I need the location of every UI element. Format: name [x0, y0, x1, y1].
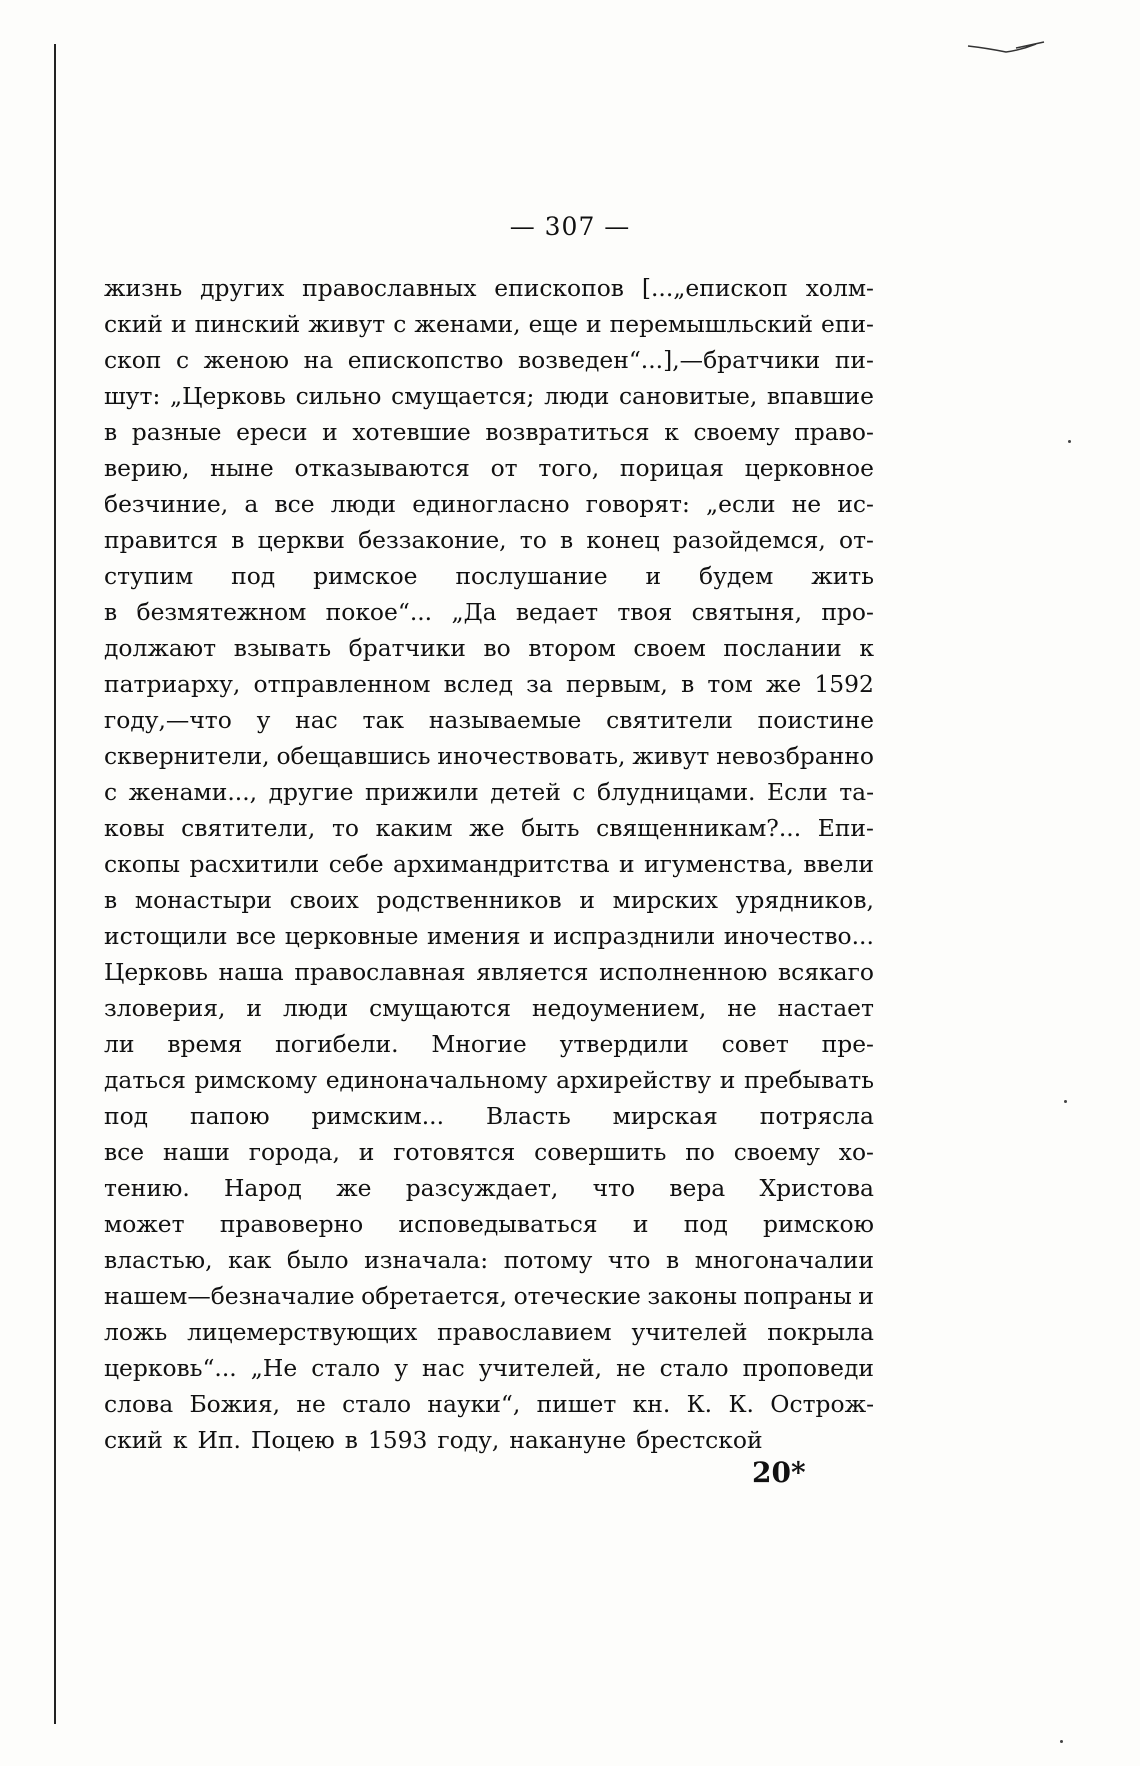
corner-scribble-mark [966, 38, 1046, 58]
text-line: ли время погибели. Многие утвердили совет пре- [104, 1030, 874, 1058]
text-line: Церковь наша православная является исполненною всякаго [104, 958, 874, 986]
text-line: ступим под римское послушание и будем жить [104, 562, 874, 590]
text-line: скоп с женою на епископство возведен“...],—братчики пи- [104, 346, 874, 374]
text-line: зловерия, и люди смущаются недоумением, не настает [104, 994, 874, 1022]
text-line: властью, как было изначала: потому что в многоначалии [104, 1246, 874, 1274]
margin-tick [1060, 1740, 1063, 1743]
signature-mark: 20* [752, 1456, 806, 1489]
body-text [104, 270, 874, 1458]
text-line: в безмятежном покое“... „Да ведает твоя святыня, про- [104, 598, 874, 626]
text-line: слова Божия, не стало науки“, пишет кн. К. К. Острож- [104, 1390, 874, 1418]
text-line: ский и пинский живут с женами, еще и перемышльский епи- [104, 310, 874, 338]
margin-tick [1068, 440, 1071, 443]
page-edge-rule [54, 44, 56, 1724]
text-line: с женами..., другие прижили детей с блудницами. Если та- [104, 778, 874, 806]
text-line: году,—что у нас так называемые святители поистине [104, 706, 874, 734]
text-line: скопы расхитили себе архимандритства и игуменства, ввели [104, 850, 874, 878]
text-line: даться римскому единоначальному архирейству и пребывать [104, 1066, 874, 1094]
text-line: церковь“... „Не стало у нас учителей, не стало проповеди [104, 1354, 874, 1382]
text-line: верию, ныне отказываются от того, порицая церковное [104, 454, 874, 482]
text-line: правится в церкви беззаконие, то в конец разойдемся, от- [104, 526, 874, 554]
margin-tick [1064, 1100, 1067, 1103]
page-number: — 307 — [509, 212, 631, 241]
text-line: патриарху, отправленном вслед за первым, в том же 1592 [104, 670, 874, 698]
text-line: под папою римским... Власть мирская потрясла [104, 1102, 874, 1130]
text-line: нашем—безначалие обретается, отеческие законы попраны и [104, 1282, 874, 1310]
text-line: шут: „Церковь сильно смущается; люди сановитые, впавшие [104, 382, 874, 410]
text-line: тению. Народ же разсуждает, что вера Христова [104, 1174, 874, 1202]
text-line: должают взывать братчики во втором своем послании к [104, 634, 874, 662]
text-line: в монастыри своих родственников и мирских урядников, [104, 886, 874, 914]
text-line: ложь лицемерствующих православием учителей покрыла [104, 1318, 874, 1346]
text-line: истощили все церковные имения и испразднили иночество... [104, 922, 874, 950]
text-line: ковы святители, то каким же быть священникам?... Епи- [104, 814, 874, 842]
text-line: может правоверно исповедываться и под римскою [104, 1210, 874, 1238]
text-line: жизнь других православных епископов [...„епископ холм- [104, 274, 874, 302]
text-line: ский к Ип. Поцею в 1593 году, накануне брестской [104, 1426, 763, 1454]
text-line: все наши города, и готовятся совершить по своему хо- [104, 1138, 874, 1166]
text-line: сквернители, обещавшись иночествовать, живут невозбранно [104, 742, 874, 770]
text-line: в разные ереси и хотевшие возвратиться к своему право- [104, 418, 874, 446]
text-line: безчиние, а все люди единогласно говорят: „если не ис- [104, 490, 874, 518]
